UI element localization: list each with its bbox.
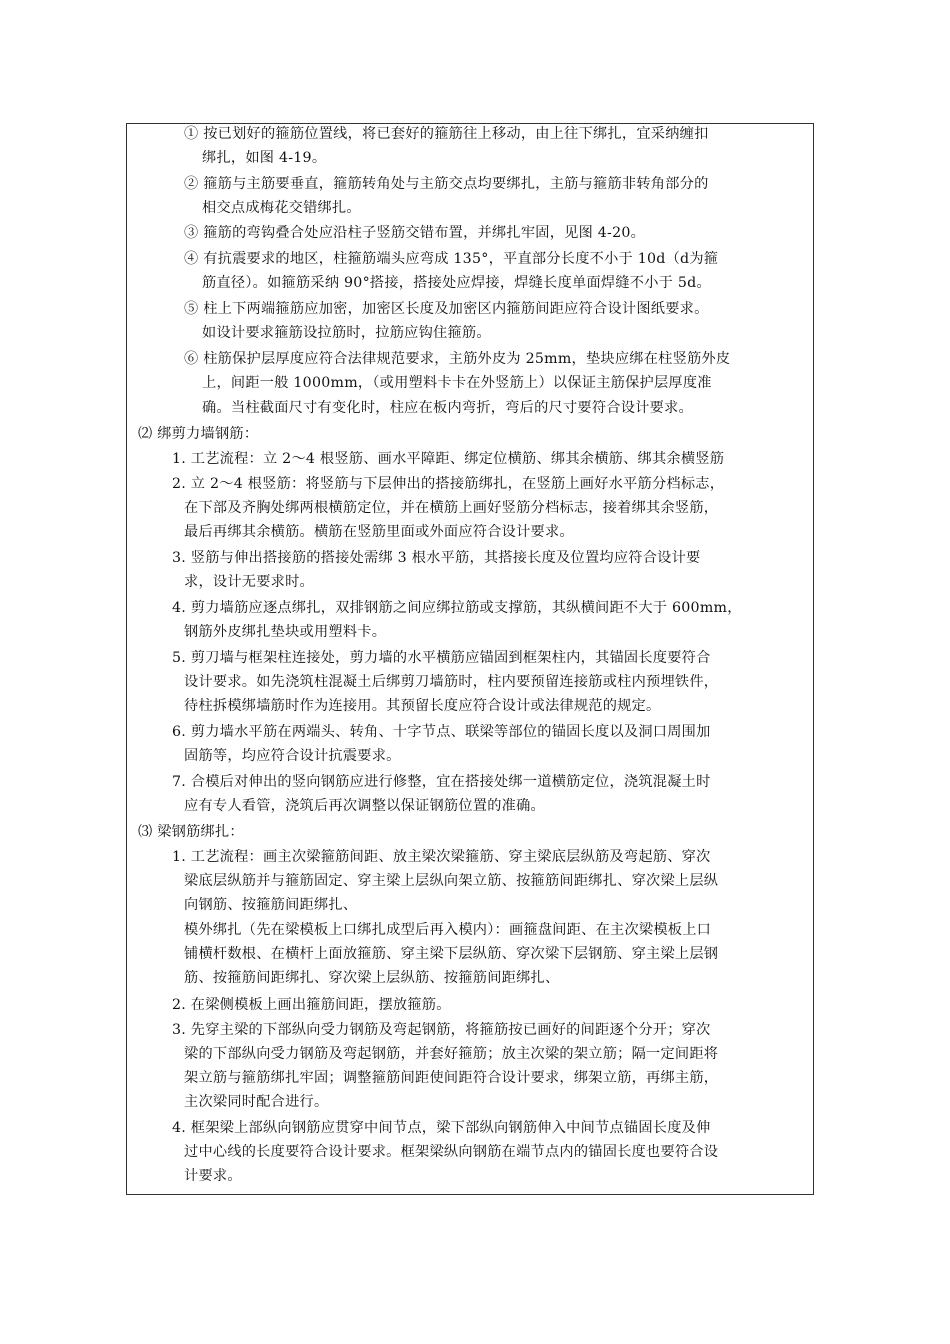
text-line: ⑥ 柱筋保护层厚度应符合法律规范要求，主筋外皮为 25mm，垫块应绑在柱竖筋外皮 (184, 351, 731, 367)
text-line: ③ 箍筋的弯钩叠合处应沿柱子竖筋交错布置，并绑扎牢固，见图 4-20。 (184, 225, 646, 241)
text-line: 7. 合模后对伸出的竖向钢筋应进行修整，宜在搭接处绑一道横筋定位，浇筑混凝土时 (172, 774, 711, 790)
text-line: 待柱拆模绑墙筋时作为连接用。其预留长度应符合设计或法律规范的规定。 (184, 698, 661, 714)
text-line: 在下部及齐胸处绑两根横筋定位，并在横筋上画好竖筋分档标志，接着绑其余竖筋， (184, 500, 719, 516)
text-line: 向钢筋、按箍筋间距绑扎、 (184, 897, 358, 913)
text-line: 1. 工艺流程：立 2～4 根竖筋、画水平障距、绑定位横筋、绑其余横筋、绑其余横竖筋 (172, 451, 725, 467)
text-line: ② 箍筋与主筋要垂直，箍筋转角处与主筋交点均要绑扎，主筋与箍筋非转角部分的 (184, 176, 709, 192)
text-line: 筋直径）。如箍筋采纳 90°搭接，搭接处应焊接，焊缝长度单面焊缝不小于 5d。 (202, 275, 711, 291)
text-line: 3. 先穿主梁的下部纵向受力钢筋及弯起钢筋，将箍筋按已画好的间距逐个分开；穿次 (172, 1022, 711, 1038)
text-line: 3. 竖筋与伸出搭接筋的搭接处需绑 3 根水平筋，其搭接长度及位置均应符合设计要 (172, 550, 701, 566)
text-line: 6. 剪力墙水平筋在两端头、转角、十字节点、联梁等部位的锚固长度以及洞口周围加 (172, 724, 711, 740)
text-line: ① 按已划好的箍筋位置线，将已套好的箍筋往上移动，由上往下绑扎，宜采纳缠扣 (184, 126, 709, 142)
text-line: 上，间距一般 1000mm，（或用塑料卡卡在外竖筋上）以保证主筋保护层厚度准 (202, 375, 712, 391)
text-line: 钢筋外皮绑扎垫块或用塑料卡。 (184, 624, 387, 640)
text-line: 5. 剪刀墙与框架柱连接处，剪力墙的水平横筋应锚固到框架柱内，其锚固长度要符合 (172, 650, 711, 666)
text-line: 4. 剪力墙筋应逐点绑扎，双排钢筋之间应绑拉筋或支撑筋，其纵横间距不大于 600mm， (172, 600, 742, 616)
text-line: ⑤ 柱上下两端箍筋应加密，加密区长度及加密区内箍筋间距应符合设计图纸要求。 (184, 301, 709, 317)
text-line: 固筋等，均应符合设计抗震要求。 (184, 748, 401, 764)
section-heading: ⑶ 梁钢筋绑扎： (138, 824, 244, 840)
text-line: 2. 立 2～4 根竖筋：将竖筋与下层伸出的搭接筋绑扎，在竖筋上画好水平筋分档标志， (172, 476, 725, 492)
text-line: 架立筋与箍筋绑扎牢固；调整箍筋间距使间距符合设计要求，绑架立筋，再绑主筋， (184, 1070, 719, 1086)
text-line: 设计要求。如先浇筑柱混凝土后绑剪刀墙筋时，柱内要预留连接筋或柱内预埋铁件， (184, 674, 719, 690)
text-line: 相交点成梅花交错绑扎。 (202, 200, 361, 216)
text-line: 1. 工艺流程：画主次梁箍筋间距、放主梁次梁箍筋、穿主梁底层纵筋及弯起筋、穿次 (172, 849, 711, 865)
text-line: 模外绑扎（先在梁模板上口绑扎成型后再入模内）：画箍盘间距、在主次梁模板上口 (184, 922, 712, 938)
text-line: ④ 有抗震要求的地区，柱箍筋端头应弯成 135°，平直部分长度不小于 10d（d为箍 (184, 251, 719, 267)
text-line: 确。当柱截面尺寸有变化时，柱应在板内弯折，弯后的尺寸要符合设计要求。 (202, 400, 693, 416)
text-line: 2. 在梁侧模板上画出箍筋间距，摆放箍筋。 (172, 997, 451, 1013)
text-line: 主次梁同时配合进行。 (184, 1094, 329, 1110)
text-line: 梁的下部纵向受力钢筋及弯起钢筋，并套好箍筋；放主次梁的架立筋；隔一定间距将 (184, 1046, 719, 1062)
text-line: 应有专人看管，浇筑后再次调整以保证钢筋位置的准确。 (184, 798, 545, 814)
text-line: 筋、按箍筋间距绑扎、穿次梁上层纵筋、按箍筋间距绑扎、 (184, 970, 560, 986)
section-heading: ⑵ 绑剪力墙钢筋： (138, 426, 259, 442)
text-line: 梁底层纵筋并与箍筋固定、穿主梁上层纵向架立筋、按箍筋间距绑扎、穿次梁上层纵 (184, 873, 719, 889)
text-line: 如设计要求箍筋设拉筋时，拉筋应钩住箍筋。 (202, 325, 491, 341)
text-line: 过中心线的长度要符合设计要求。框架梁纵向钢筋在端节点内的锚固长度也要符合设 (184, 1144, 719, 1160)
text-line: 4. 框架梁上部纵向钢筋应贯穿中间节点，梁下部纵向钢筋伸入中间节点锚固长度及伸 (172, 1120, 711, 1136)
text-line: 最后再绑其余横筋。横筋在竖筋里面或外面应符合设计要求。 (184, 524, 574, 540)
text-line: 绑扎，如图 4-19。 (202, 150, 327, 166)
text-line: 铺横杆数根、在横杆上面放箍筋、穿主梁下层纵筋、穿次梁下层钢筋、穿主梁上层钢 (184, 946, 719, 962)
text-line: 计要求。 (184, 1168, 242, 1184)
text-line: 求，设计无要求时。 (184, 574, 314, 590)
